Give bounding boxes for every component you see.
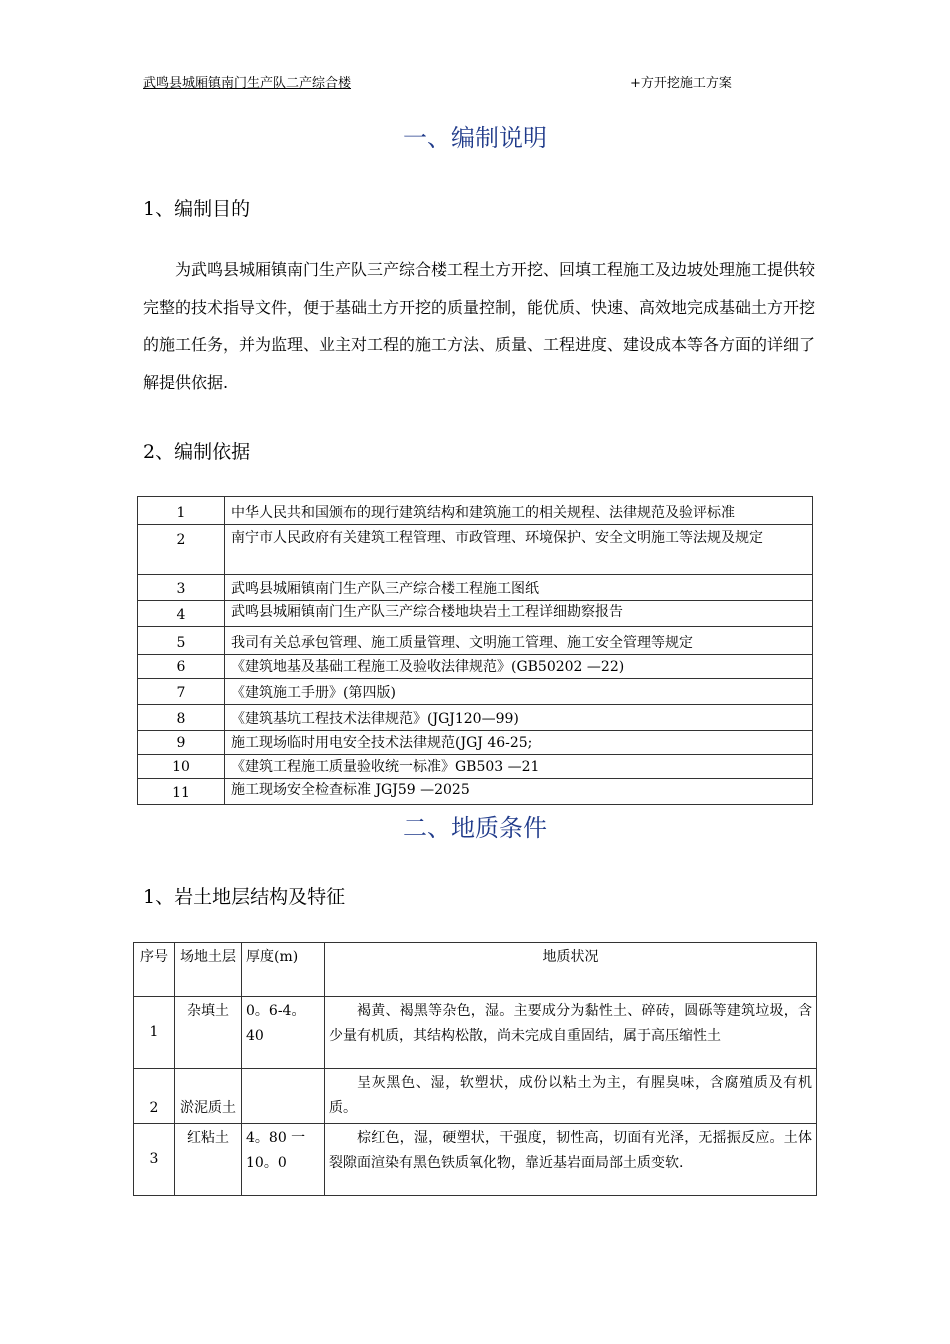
basis-text: 《建筑工程施工质量验收统一标准》GB503 —21 xyxy=(225,755,813,779)
strata-table xyxy=(133,942,817,1196)
table-row xyxy=(138,655,813,679)
basis-text: 施工现场安全检查标准 JGJ59 —2025 xyxy=(225,779,813,805)
row-number: 3 xyxy=(134,1124,175,1196)
header-no: 序号 xyxy=(134,943,175,997)
table-row xyxy=(134,1124,817,1196)
basis-text: 《建筑基坑工程技术法律规范》(JGJ120—99) xyxy=(225,705,813,731)
row-number: 7 xyxy=(138,679,225,705)
layer-name: 杂填土 xyxy=(175,997,242,1069)
basis-text: 南宁市人民政府有关建筑工程管理、市政管理、环境保护、安全文明施工等法规及规定 xyxy=(225,525,813,575)
basis-table xyxy=(137,496,813,805)
basis-text: 武鸣县城厢镇南门生产队三产综合楼地块岩土工程详细勘察报告 xyxy=(225,601,813,627)
row-number: 9 xyxy=(138,731,225,755)
section-title-1: 一、编制说明 xyxy=(403,124,547,152)
layer-name: 红粘土 xyxy=(175,1124,242,1196)
table-row xyxy=(138,731,813,755)
row-number: 2 xyxy=(138,525,225,575)
layer-description: 棕红色，湿，硬塑状，干强度，韧性高，切面有光泽，无摇振反应。土体裂隙面渲染有黑色铁质氧化物，靠近基岩面局部土质变软. xyxy=(325,1124,817,1196)
row-number: 1 xyxy=(138,497,225,525)
basis-text: 武鸣县城厢镇南门生产队三产综合楼工程施工图纸 xyxy=(225,575,813,601)
purpose-text: 为武鸣县城厢镇南门生产队三产综合楼工程土方开挖、回填工程施工及边坡处理施工提供较完整的技术指导文件，便于基础土方开挖的质量控制，能优质、快速、高效地完成基础土方开挖的施工任务，并为监理、业主对工程的施工方法、质量、工程进度、建设成本等各方面的详细了解提供依据. xyxy=(143,260,816,392)
section-title-2: 二、地质条件 xyxy=(403,814,547,842)
basis-text: 施工现场临时用电安全技术法律规范(JGJ 46-25; xyxy=(225,731,813,755)
row-number: 5 xyxy=(138,627,225,655)
header-thickness: 厚度(m) xyxy=(242,943,325,997)
row-number: 10 xyxy=(138,755,225,779)
row-number: 11 xyxy=(138,779,225,805)
table-row xyxy=(138,755,813,779)
header-desc: 地质状况 xyxy=(325,943,817,997)
table-header-row xyxy=(134,943,817,997)
row-number: 8 xyxy=(138,705,225,731)
table-row xyxy=(138,679,813,705)
table-row xyxy=(138,601,813,627)
layer-description: 褐黄、褐黑等杂色，湿。主要成分为黏性土、碎砖，圆砾等建筑垃圾，含少量有机质，其结构松散，尚未完成自重固结，属于高压缩性土 xyxy=(325,997,817,1069)
table-row xyxy=(138,705,813,731)
table-row xyxy=(138,575,813,601)
purpose-paragraph xyxy=(143,251,819,401)
row-number: 2 xyxy=(134,1069,175,1124)
basis-text: 《建筑施工手册》(第四版) xyxy=(225,679,813,705)
subsection-title-purpose: 1、编制目的 xyxy=(143,198,251,220)
basis-text: 《建筑地基及基础工程施工及验收法律规范》(GB50202 —22) xyxy=(225,655,813,679)
layer-name: 淤泥质土 xyxy=(175,1069,242,1124)
layer-thickness xyxy=(242,1069,325,1124)
row-number: 3 xyxy=(138,575,225,601)
table-row xyxy=(138,497,813,525)
row-number: 6 xyxy=(138,655,225,679)
layer-thickness: 0。6-4。40 xyxy=(242,997,325,1069)
header-layer: 场地土层 xyxy=(175,943,242,997)
layer-description: 呈灰黑色、湿，软塑状，成份以粘土为主，有腥臭味，含腐殖质及有机质。 xyxy=(325,1069,817,1124)
row-number: 1 xyxy=(134,997,175,1069)
layer-thickness: 4。80 一 10。0 xyxy=(242,1124,325,1196)
table-row xyxy=(134,1069,817,1124)
subsection-title-basis: 2、编制依据 xyxy=(143,441,251,463)
table-row xyxy=(134,997,817,1069)
table-row xyxy=(138,525,813,575)
basis-text: 我司有关总承包管理、施工质量管理、文明施工管理、施工安全管理等规定 xyxy=(225,627,813,655)
basis-text: 中华人民共和国颁布的现行建筑结构和建筑施工的相关规程、法律规范及验评标准 xyxy=(225,497,813,525)
row-number: 4 xyxy=(138,601,225,627)
subsection-title-strata: 1、岩土地层结构及特征 xyxy=(143,886,346,908)
header-project-name: 武鸣县城厢镇南门生产队二产综合楼 xyxy=(143,76,352,91)
table-row xyxy=(138,779,813,805)
header-doc-title: +方开挖施工方案 xyxy=(630,76,732,91)
table-row xyxy=(138,627,813,655)
